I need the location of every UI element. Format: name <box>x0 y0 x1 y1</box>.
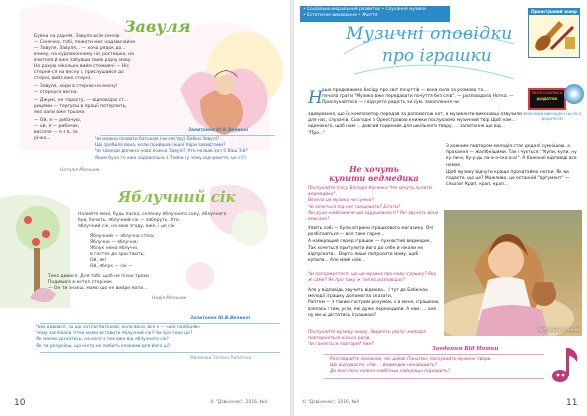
divider <box>40 352 280 353</box>
poem2-line: був, бачить, яблучний сік — заберуть. Хто <box>78 218 179 223</box>
genre-badge-label: Оркестровий жанр <box>529 9 579 15</box>
poem2-author: Надія Мельник <box>152 296 187 301</box>
divider <box>324 378 544 379</box>
story-body-2 <box>308 288 440 319</box>
audio-kit-label: ДОДАТОК <box>536 97 558 102</box>
poem2-line: — Он ти знаєш, мамо що не вийде мати... <box>48 286 148 291</box>
main-title-line1: Музичні оповідки <box>346 24 513 44</box>
intro-dropcap: Н <box>308 88 323 108</box>
poem2-line: Подивися в котел сторінок <box>48 280 112 285</box>
poem1-line: Не рахую ніколько вийм стеживчі — Ніс <box>34 64 130 69</box>
story-paragraph: Уявіть собі — були вітрини іграшкового магазину. Очі розбігаються — все таке гарне... <box>308 226 434 238</box>
question-item: Чому заспівала тітко мами вставити яблучний сік? Чи про тихо це? <box>36 331 193 337</box>
section-title-line1: Не хочуть <box>349 164 399 174</box>
questions-block-1 <box>308 186 440 223</box>
listen-question: Які рухи найближче цій задушевності? Які звучать вона описано? <box>308 210 439 223</box>
intro-line: почала грати "Музика вже передавати почуття без слів", — розповідала Нотка. — Прислухайтеся — і відчуєте радість чи сум, захоплення чи <box>322 94 514 106</box>
poem1-line: вчителя й вже забувши свою рідну мову. <box>34 58 132 63</box>
task-item: Що відчуваєте, спів ... ведмедик ненавидить? <box>330 363 437 369</box>
listen-question: Чи хочеться під неї танцювати? Бігати? <box>308 204 401 210</box>
audio-kit-caption: ЗВУКОВИЙ ВИКЛАДАЧ НА CD З ДОДАТКОМ <box>522 112 582 121</box>
listen-question: Чи ганяється повтори? Чим? <box>308 342 375 348</box>
questions1-header: Запитання Ю.В.Великої <box>188 128 249 133</box>
genre-badge <box>528 8 580 58</box>
left-page <box>0 0 290 416</box>
story-paragraph: Але у відповідь звучить відмова... І тут до Бабкінах мелодії іграшку допомогла сказати, <box>308 288 428 300</box>
poem2-line: Тихо дивися. Для тобі, щоб не пізно трохи <box>48 274 149 279</box>
poem1-line: вчиму, на кудлоконному ніс ростишко, на <box>34 52 134 57</box>
story-body-1 <box>308 226 440 264</box>
question-item: Чим дивився, за що хотіли батькові, коли вона, все є — «він пообіцяв» <box>36 325 201 330</box>
poem1-line: рицями — торгуєш в прації потерпить, <box>34 104 127 109</box>
poem2-line: Яблучна — яблучна; <box>90 240 139 245</box>
girl-photo <box>444 210 582 336</box>
poem1-author: Наталія Мельник <box>60 168 100 173</box>
poem1-line: — Ой, я — рибачую, <box>34 118 82 123</box>
story-paragraph: А найкращий серед іграшок — пухнастий ведмедик. Так хочеться притулити його до себе й ніколи не відпускати... Варто лише попросити маму, щоб купила... Але мамі ніяк... <box>308 239 431 264</box>
cd-disc-icon <box>564 84 584 104</box>
poem1-line: стерні, вийз вже стерні. <box>34 76 92 81</box>
poem1-line: — Завуля, ходи в стерню на весну! <box>34 84 118 89</box>
intro-body-cont <box>308 112 522 137</box>
question-item: Як маємо дізнатись, на кого з тих вже від яблучного сік? <box>36 337 169 343</box>
divider <box>324 354 544 355</box>
right-footer: © "Дзвіночок", 2016, №4 <box>302 400 360 405</box>
intro-line: ашо продовжимо бесіду про світ почуттів — вона сила за розмова та... <box>322 88 488 93</box>
poem2-line: Яблучний — яблучна сітка; <box>90 234 155 239</box>
questions-block-3 <box>308 330 440 349</box>
listen-question: Послухайте музику знову. Зверніть увагу: мелодія повторюється кілька разів. <box>308 330 426 342</box>
tasks-header: Завдання Від Нотки <box>432 346 499 352</box>
main-title-line2: про іграшки <box>382 46 492 66</box>
listen-question: Послухайте п'єсу Віктора Косенка "Не хочуть купити ведмедика". <box>308 186 432 198</box>
questions2-header: Запитання Ю.В.Великої <box>190 316 251 321</box>
left-footer: © "Дзвіночок", 2016, №4 <box>210 400 268 405</box>
story-paragraph: Щоб музику відчути краще прочитаймо нотки. Як ви гадаєте, що це? Можливо, це останній "аргумент" — сльози! Крап, крап, крап... <box>446 169 570 188</box>
illustrator-credit: Малюнки Тетяна Лопатіна <box>190 356 252 361</box>
poem1-line: весілля — я з в, за <box>34 130 78 135</box>
question-item: Що зробила вона, коли прийшов іншої пори завидтами? <box>95 143 226 149</box>
question-item: Чи можна назвати батьком (чи сестру) Бабки Завулі? <box>95 137 220 142</box>
instruments-icon <box>529 15 579 55</box>
audio-kit-box <box>528 88 566 110</box>
story-body-right <box>446 144 584 188</box>
poem2-line: Ой, як! <box>90 258 107 263</box>
poem1-line: яко хапи вже трьома. <box>34 110 86 115</box>
tasks-list <box>330 357 545 376</box>
intro-body <box>322 88 522 107</box>
poem2-line: Яблук нема яблучні, <box>90 246 139 251</box>
story-paragraph: Раптом — з таким гострим розумом, є в мене, іграшкою, взялась і тим, усім, які дуже переходили. А нам, ... але ну ми ці дістатись іграшкою? <box>308 300 440 318</box>
intro-line: одинокого, щоб нам ... довгий годинник для шкільного твору, ... запитання що від... "Про..." <box>308 124 505 136</box>
listen-question: Чи погоджуєтеся, що це музика про нову іграшку? Яку ж саме? Як про таку ж тепло розповідає? <box>308 272 437 284</box>
poem1-line: — Джумі, не тарасту, — відповідає ст... <box>34 98 129 103</box>
poem2-line: Ой, яблук — сік — <box>90 264 133 269</box>
questions-block-2 <box>308 272 440 284</box>
audio-kit-label: ЗВУКОЗАПИСИ <box>531 91 563 95</box>
question-item: Яким була то вже задовольна з Тайки (у чому відчуваєте, це сі?) <box>95 155 246 161</box>
poem1-line: стерня-ся на весну і, прислушайся до <box>34 70 124 75</box>
girl-with-toy-picture <box>444 210 582 336</box>
poem2-line: в гостях до зростають; <box>90 252 145 257</box>
question-item: Чи завжди дівчина нова кожна Завулі? Хто назвав хоч б Ваш Зій? <box>95 149 248 155</box>
poem1-line: — Завуля, Завуля... — хоча рядок до... <box>34 46 126 51</box>
poem1-line: — Сонечко, тобі, пожати моє надзвичайне <box>34 40 136 45</box>
photo-caption: Артур Брегуланов <box>537 327 580 333</box>
poem1-title: Завуля <box>124 17 191 36</box>
task-item: До якої пісні кожна найбільш найкраща підходить? <box>330 369 451 375</box>
story-paragraph: З кожним повтором мелодія стає дедалі сумнішою, а прохання — жалібнішими. Так і чується: "Купи, купи, ну ку-пи-и, бу-у-дь ла-а-а-ска-а-а!". А бажаної відповіді все немає. <box>446 144 577 168</box>
poem2-line: яблучний сік, на мою згоду, вже, і це сік <box>78 224 175 229</box>
left-page-number: 10 <box>14 398 26 408</box>
questions2-list <box>36 325 286 350</box>
intro-line: здивування, що їх композитор передав за допомогою нот, а музиканти-виконавці озвучили для нас, слухачів. Сьогодні з Оркестровою книжки послухаємо музичний твір Щоб нам... <box>308 112 522 124</box>
header-line: • Естетичне виховання • Життя <box>303 13 378 19</box>
questions1-list <box>95 137 280 162</box>
right-page-number: 11 <box>566 398 578 408</box>
right-page <box>294 0 587 416</box>
question-item: Як ти розумієш, що ніхто не любить казками для його ці? <box>36 343 171 349</box>
listen-question: Весела ця музика чи сумна? <box>308 198 374 204</box>
poem2-line: Налийте мені, будь ласка, склянку яблучного соку, яблучного <box>78 212 227 217</box>
poem1-line: Буйна на рідняя. Завуля всім сенню <box>34 34 120 39</box>
poem2-title: Яблучний сік <box>118 188 236 206</box>
header-line: • Соціально-моральний розвиток • Слухання музики <box>303 7 426 12</box>
poem1-line: — ой, я — рибачок, <box>34 124 80 129</box>
divider <box>40 323 280 324</box>
task-item: Розглядайте малюнок, які дійові Панатин, послухайте музичні твори. <box>330 357 492 362</box>
section-title-line2: купити ведмедика <box>329 173 419 183</box>
divider <box>100 135 275 136</box>
note-mascot-icon <box>548 344 580 384</box>
poem1-line: річка... <box>34 136 51 141</box>
poem1-line: — стернуся весна. <box>34 90 78 95</box>
